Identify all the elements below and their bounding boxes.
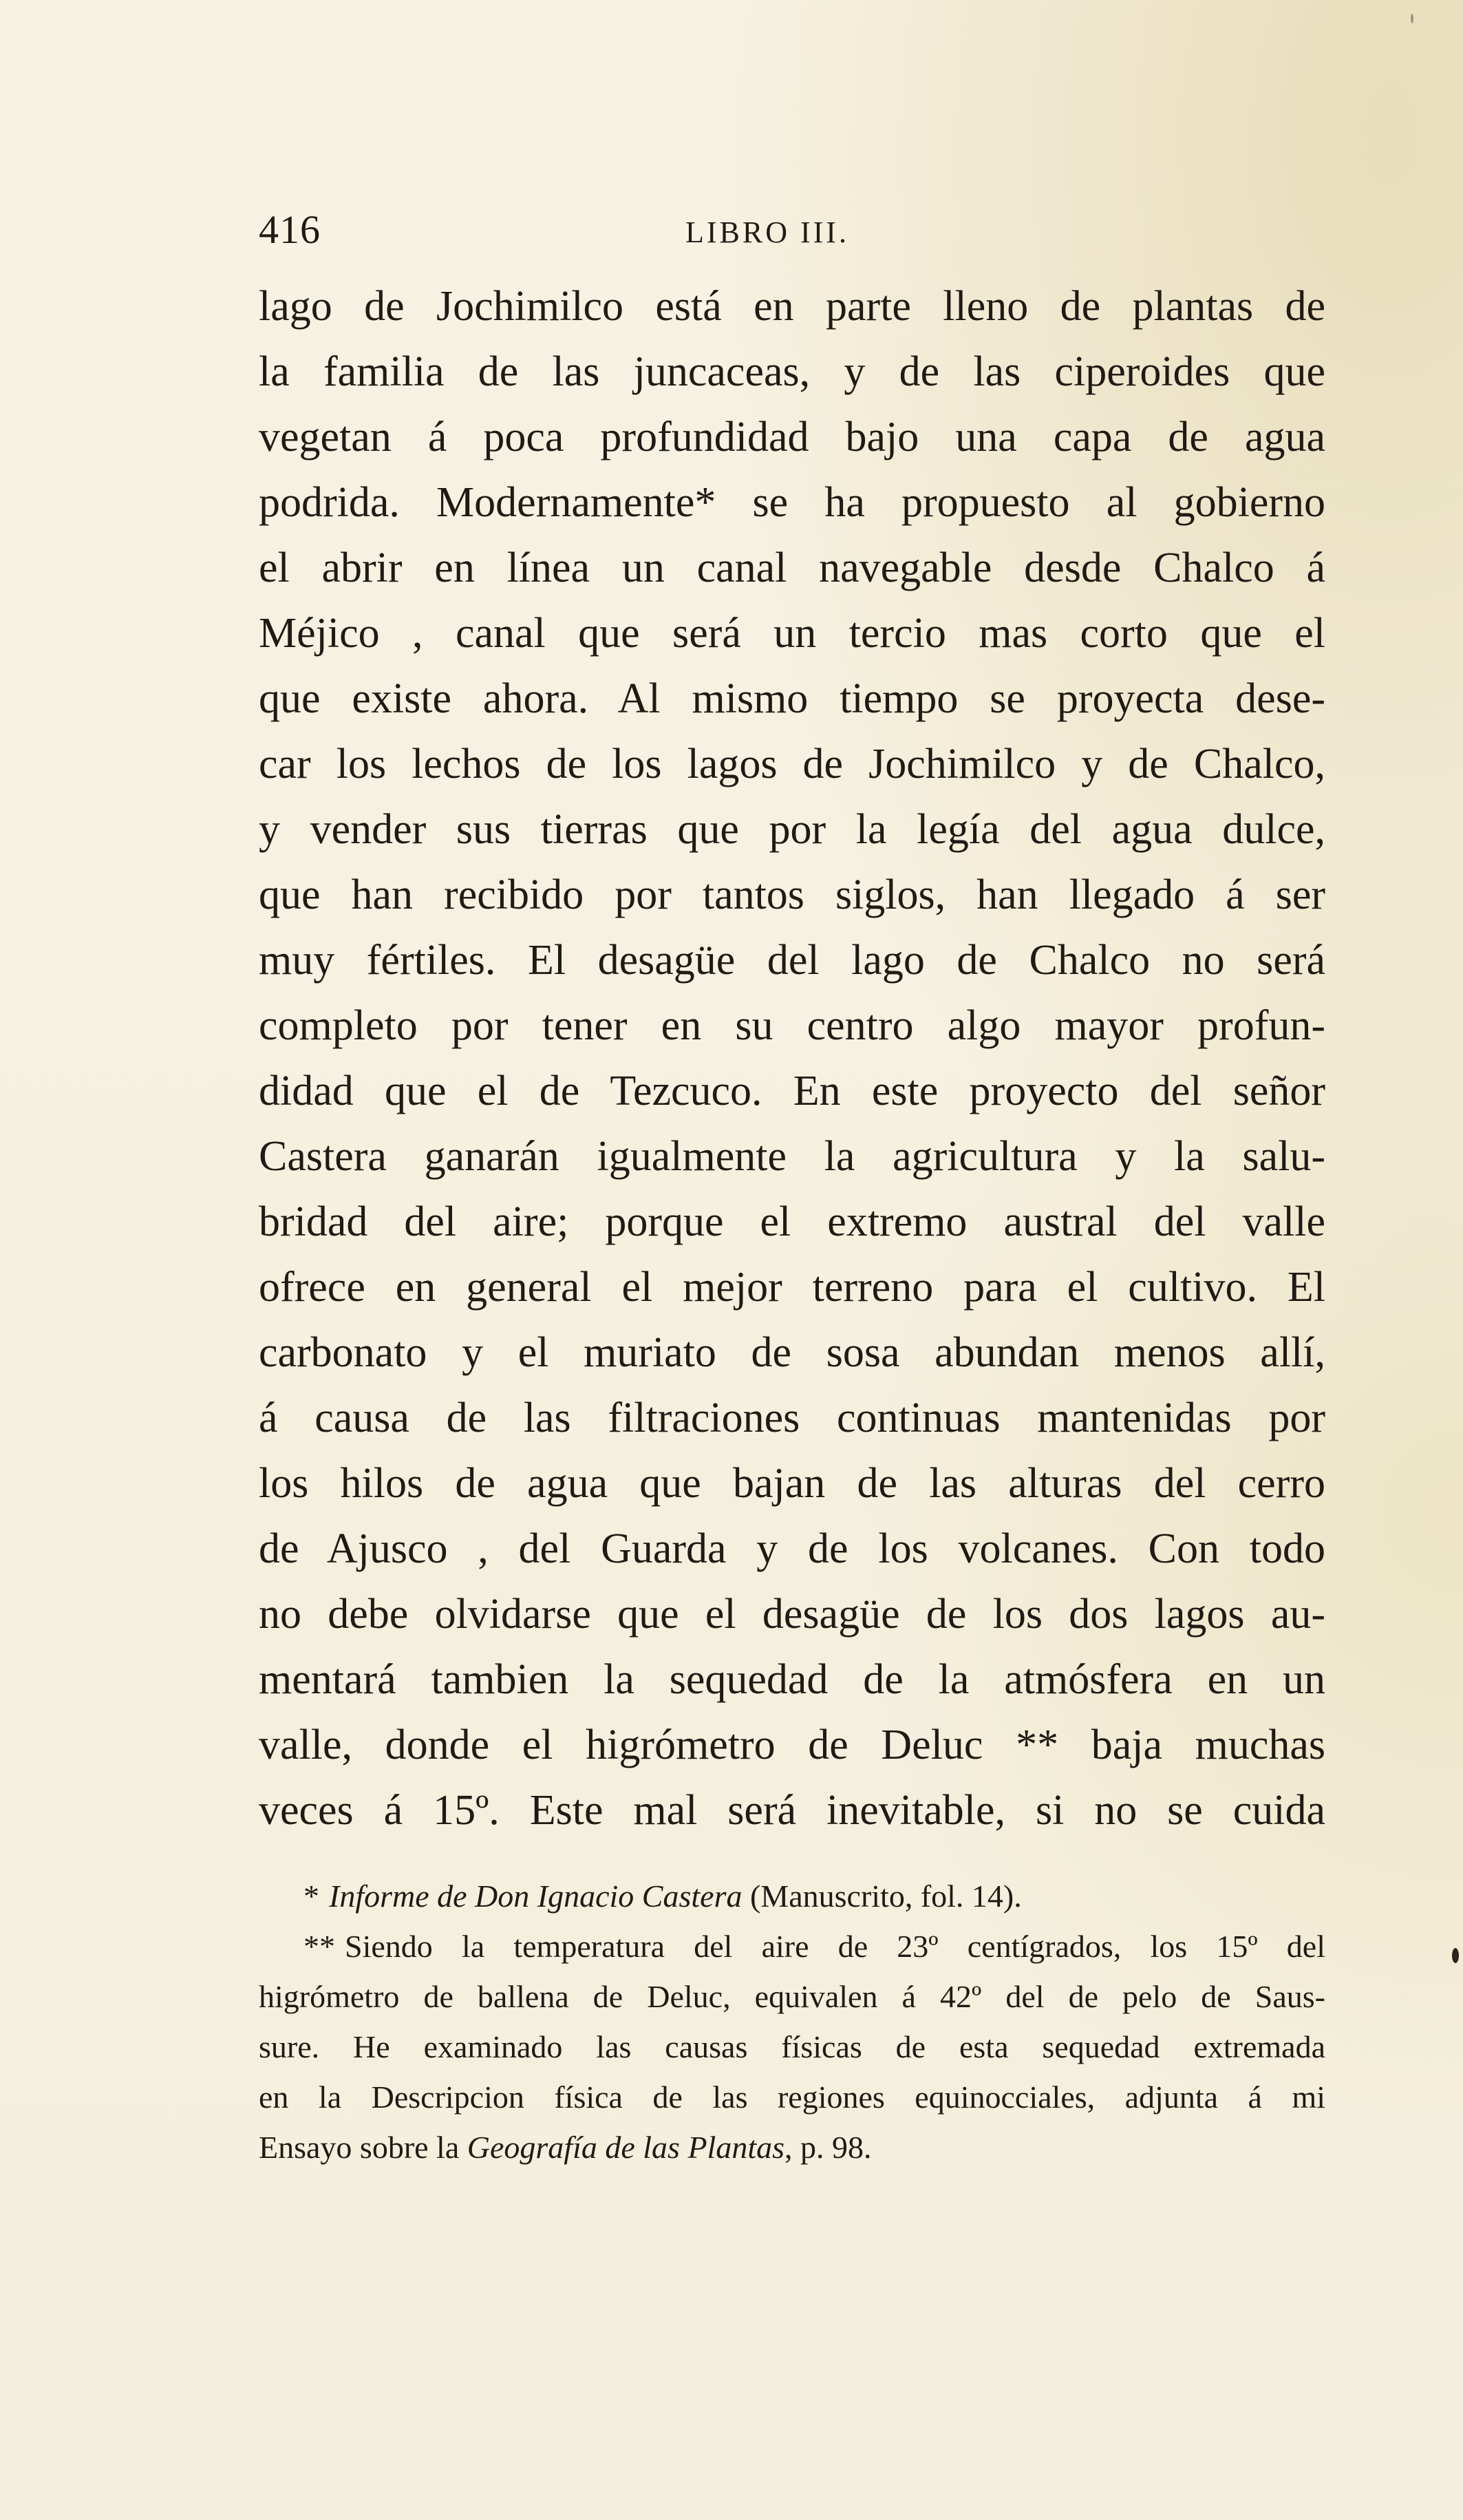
ink-speck — [1411, 14, 1413, 23]
footnote-mark: ** — [303, 1929, 335, 1964]
text-line: y vender sus tierras que por la legía del agua dulce, — [259, 806, 1325, 853]
footnote-text: , p. 98. — [784, 2130, 872, 2165]
footnote-book-title: Geografía de las Plantas — [467, 2130, 785, 2165]
running-head: LIBRO III. — [685, 215, 849, 249]
text-line: ofrece en general el mejor terreno para el cultivo. El — [259, 1264, 1325, 1311]
footnote-2-line — [259, 1921, 1325, 1971]
text-line: que han recibido por tantos siglos, han llegado á ser — [259, 871, 1325, 918]
text-line: valle, donde el higrómetro de Deluc ** baja muchas — [259, 1722, 1325, 1768]
page-number: 416 — [259, 207, 321, 252]
text-line: la familia de las juncaceas, y de las ciperoides que — [259, 348, 1325, 395]
text-line: completo por tener en su centro algo mayor profun- — [259, 1002, 1325, 1049]
footnote-2-line: en la Descripcion física de las regiones equinocciales, adjunta á mi — [259, 2079, 1325, 2115]
footnote-text: Siendo la temperatura del aire de 23º centígrados, los 15º del — [345, 1929, 1325, 1964]
text-line: mentará tambien la sequedad de la atmósfera en un — [259, 1656, 1325, 1703]
text-line: bridad del aire; porque el extremo austral del valle — [259, 1198, 1325, 1245]
footnote-2-line: higrómetro de ballena de Deluc, equivalen á 42º del de pelo de Saus- — [259, 1979, 1325, 2014]
footnote-text: Ensayo sobre la — [259, 2130, 467, 2165]
footnote-2-line — [259, 2122, 1325, 2172]
text-line: Castera ganarán igualmente la agricultura y la salu- — [259, 1133, 1325, 1180]
page-header — [259, 207, 1325, 262]
footnotes — [259, 1871, 1325, 2172]
footnote-1 — [259, 1871, 1325, 1921]
main-text — [259, 274, 1325, 1843]
footnote-source-detail: (Manuscrito, fol. 14). — [742, 1878, 1022, 1914]
text-line: veces á 15º. Este mal será inevitable, si no se cuida — [259, 1787, 1325, 1834]
text-line: didad que el de Tezcuco. En este proyecto del señor — [259, 1068, 1325, 1114]
text-line: á causa de las filtraciones continuas mantenidas por — [259, 1395, 1325, 1441]
text-line: lago de Jochimilco está en parte lleno de plantas de — [259, 283, 1325, 330]
text-line: carbonato y el muriato de sosa abundan menos allí, — [259, 1329, 1325, 1376]
ink-speck — [1452, 1948, 1459, 1963]
text-line: car los lechos de los lagos de Jochimilco y de Chalco, — [259, 741, 1325, 787]
text-line: vegetan á poca profundidad bajo una capa de agua — [259, 414, 1325, 460]
footnote-2-line: sure. He examinado las causas físicas de esta sequedad extremada — [259, 2029, 1325, 2064]
footnote-mark: * — [303, 1878, 319, 1914]
text-line: que existe ahora. Al mismo tiempo se proyecta dese- — [259, 675, 1325, 722]
text-line: no debe olvidarse que el desagüe de los dos lagos au- — [259, 1591, 1325, 1638]
text-line: de Ajusco , del Guarda y de los volcanes. Con todo — [259, 1525, 1325, 1572]
footnote-source-title: Informe de Don Ignacio Castera — [329, 1878, 743, 1914]
text-line: muy fértiles. El desagüe del lago de Chalco no será — [259, 937, 1325, 984]
text-line: el abrir en línea un canal navegable desde Chalco á — [259, 544, 1325, 591]
text-line: Méjico , canal que será un tercio mas corto que el — [259, 610, 1325, 657]
text-line: podrida. Modernamente* se ha propuesto al gobierno — [259, 479, 1325, 526]
text-line: los hilos de agua que bajan de las alturas del cerro — [259, 1460, 1325, 1507]
